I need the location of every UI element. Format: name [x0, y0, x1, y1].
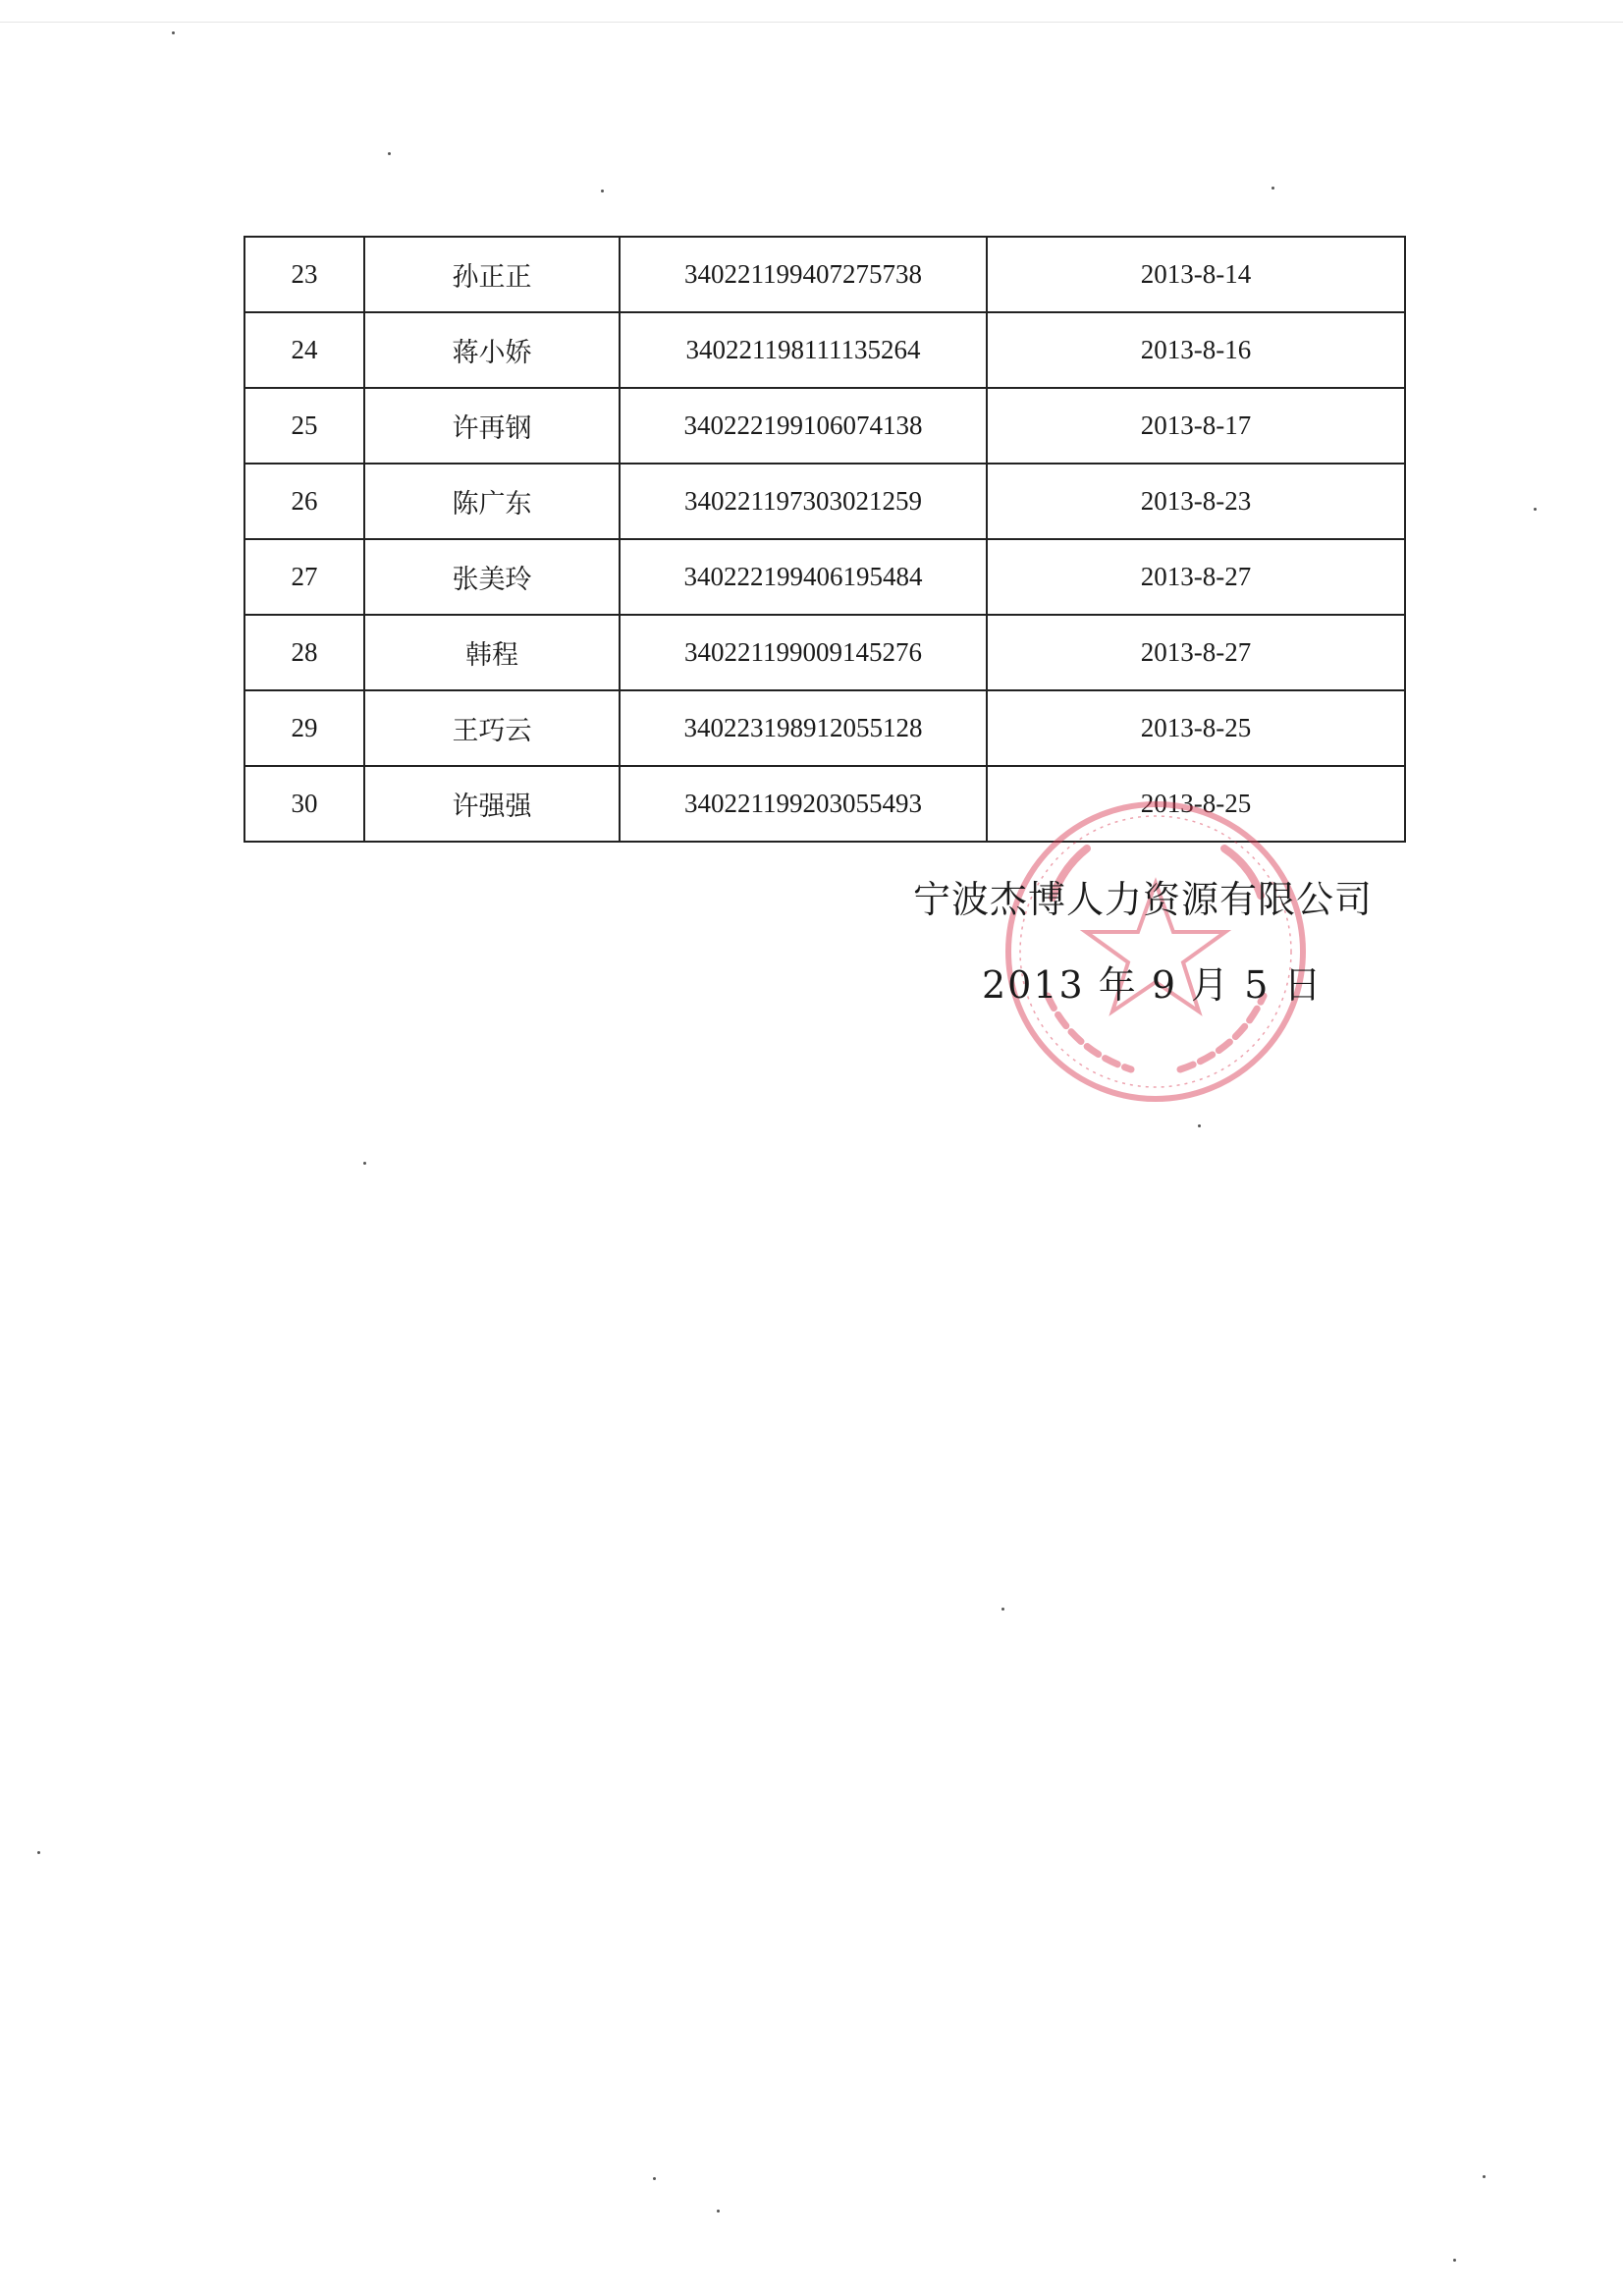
scan-speck — [1483, 2175, 1486, 2178]
entry-date: 2013-8-25 — [987, 766, 1405, 842]
employee-name: 韩程 — [364, 615, 620, 690]
table-row — [244, 539, 1405, 615]
id-number: 340221198111135264 — [620, 312, 987, 388]
scan-speck — [1198, 1124, 1201, 1127]
scan-speck — [363, 1162, 366, 1165]
table-row — [244, 237, 1405, 312]
row-number: 25 — [244, 388, 364, 464]
row-number: 28 — [244, 615, 364, 690]
scan-speck — [1271, 187, 1274, 190]
row-number: 30 — [244, 766, 364, 842]
row-number: 27 — [244, 539, 364, 615]
entry-date: 2013-8-23 — [987, 464, 1405, 539]
employee-name: 许再钢 — [364, 388, 620, 464]
company-name: 宁波杰博人力资源有限公司 — [913, 878, 1374, 921]
entry-date: 2013-8-17 — [987, 388, 1405, 464]
employee-name: 张美玲 — [364, 539, 620, 615]
row-number: 24 — [244, 312, 364, 388]
id-number: 340222199406195484 — [620, 539, 987, 615]
employee-name: 陈广东 — [364, 464, 620, 539]
table-row — [244, 312, 1405, 388]
scan-speck — [717, 2210, 720, 2213]
entry-date: 2013-8-16 — [987, 312, 1405, 388]
scan-speck — [37, 1851, 40, 1854]
scan-speck — [601, 190, 604, 192]
employee-name: 许强强 — [364, 766, 620, 842]
id-number: 340221199407275738 — [620, 237, 987, 312]
table-row — [244, 615, 1405, 690]
entry-date: 2013-8-27 — [987, 539, 1405, 615]
table-row — [244, 388, 1405, 464]
id-number: 340223198912055128 — [620, 690, 987, 766]
employee-table — [243, 236, 1406, 843]
row-number: 26 — [244, 464, 364, 539]
employee-name: 王巧云 — [364, 690, 620, 766]
scan-speck — [653, 2177, 656, 2180]
employee-table-body — [244, 237, 1405, 842]
scan-speck — [1001, 1608, 1004, 1611]
seal-ring — [1008, 804, 1303, 1099]
table-row — [244, 464, 1405, 539]
entry-date: 2013-8-14 — [987, 237, 1405, 312]
id-number: 340221199203055493 — [620, 766, 987, 842]
scan-speck — [388, 152, 391, 155]
employee-name: 孙正正 — [364, 237, 620, 312]
scan-speck — [172, 31, 175, 34]
row-number: 29 — [244, 690, 364, 766]
entry-date: 2013-8-27 — [987, 615, 1405, 690]
signature-date: 2013 年 9 月 5 日 — [982, 963, 1324, 1007]
seal-inner-ring — [1020, 816, 1291, 1087]
table-row — [244, 690, 1405, 766]
scan-speck — [1534, 508, 1537, 511]
scan-speck — [1453, 2259, 1456, 2262]
id-number: 340221197303021259 — [620, 464, 987, 539]
id-number: 340222199106074138 — [620, 388, 987, 464]
row-number: 23 — [244, 237, 364, 312]
employee-name: 蒋小娇 — [364, 312, 620, 388]
scan-edge-line — [0, 22, 1623, 23]
id-number: 340221199009145276 — [620, 615, 987, 690]
entry-date: 2013-8-25 — [987, 690, 1405, 766]
table-row — [244, 766, 1405, 842]
